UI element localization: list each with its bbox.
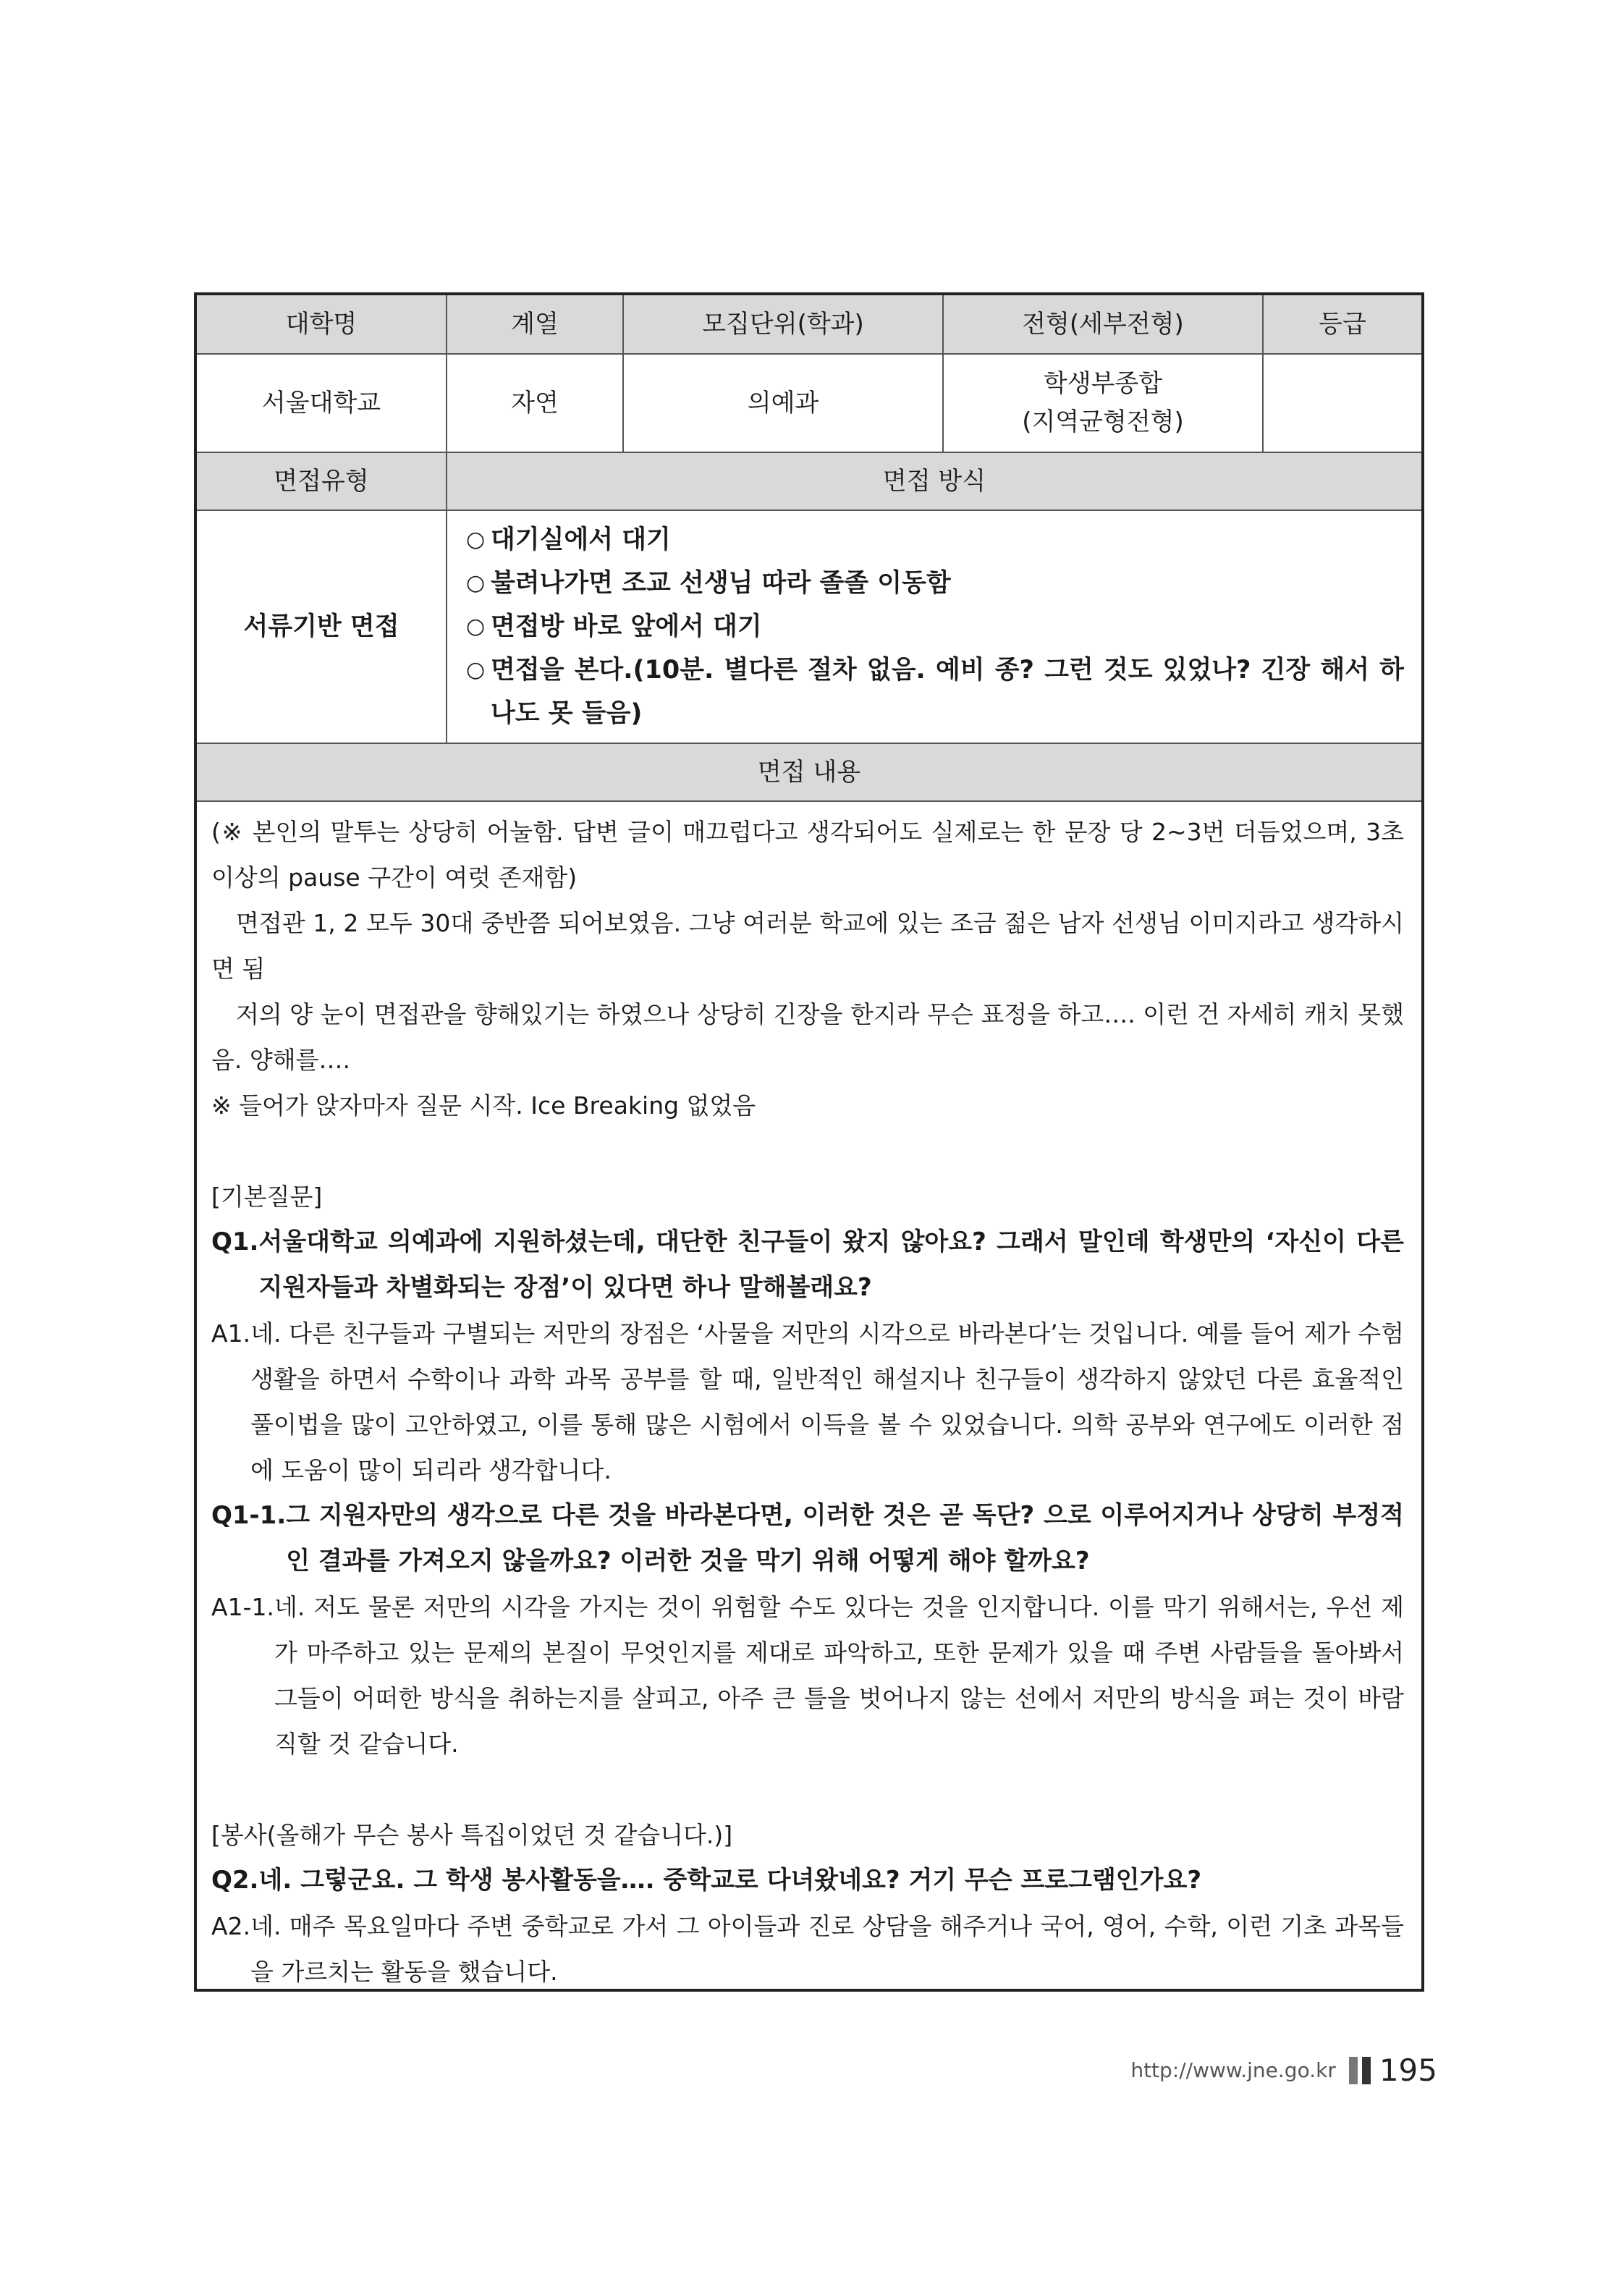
note-expression: 저의 양 눈이 면접관을 향해있기는 하였으나 상당히 긴장을 한지라 무슨 표정을 하고…. 이런 건 자세히 캐치 못했음. 양해를…. (211, 1000, 1404, 1074)
track-value: 자연 (447, 355, 624, 452)
question-1-1-text: 그 지원자만의 생각으로 다른 것을 바라본다면, 이러한 것은 곧 독단? 으로 이루어지거나 상당히 부정적인 결과를 가져오지 않을까요? 이러한 것을 막기 위해 어떻게 해야 할까요? (286, 1501, 1404, 1576)
footer-divider-icon (1362, 2057, 1371, 2084)
answer-2-label: A2. (211, 1912, 251, 1940)
question-1 (211, 1219, 1404, 1311)
interview-details-row (197, 511, 1421, 744)
col-admission-header: 전형(세부전형) (944, 295, 1264, 353)
question-1-text: 서울대학교 의예과에 지원하셨는데, 대단한 친구들이 왔지 않아요? 그래서 말인데 학생만의 ‘자신이 다른 지원자들과 차별화되는 장점’이 있다면 하나 말해볼래요? (258, 1227, 1404, 1302)
interview-method-list (447, 511, 1421, 743)
content-header-row (197, 744, 1421, 802)
method-item: ○ 면접을 본다.(10분. 별다른 절차 없음. 예비 종? 그런 것도 있었나? 긴장 해서 하나도 못 들음) (466, 648, 1404, 735)
question-1-1-label: Q1-1. (211, 1501, 287, 1530)
question-2-text: 네. 그렇군요. 그 학생 봉사활동을…. 중학교로 다녀왔네요? 거기 무슨 프로그램인가요? (258, 1866, 1202, 1895)
admission-line-1: 학생부종합 (1043, 369, 1163, 399)
note-icebreaking: ※ 들어가 앉자마자 질문 시작. Ice Breaking 없었음 (211, 1091, 756, 1120)
admission-value (944, 355, 1264, 452)
method-item: ○ 대기실에서 대기 (466, 518, 1404, 562)
question-1-label: Q1. (211, 1227, 259, 1256)
interview-type-value: 서류기반 면접 (197, 511, 447, 743)
table-info-row (197, 355, 1421, 453)
answer-1-1-text: 네. 저도 물론 저만의 시각을 가지는 것이 위험할 수도 있다는 것을 인지합니다. 이를 막기 위해서는, 우선 제가 마주하고 있는 문제의 본질이 무엇인지를 제대로 파악하고, 또한 문제가 있을 때 주변 사람들을 돌아봐서 그들이 어떠한 방식을 취하는지를 살피고, 아주 큰 틀을 벗어나지 않는 선에서 저만의 방식을 펴는 것이 바람직할 것 같습니다. (274, 1593, 1404, 1758)
interview-record-table (194, 292, 1424, 1992)
col-university-header: 대학명 (197, 295, 447, 353)
interview-type-header: 면접유형 (197, 453, 447, 510)
section-basic-questions: [기본질문] (211, 1183, 323, 1211)
answer-1-1 (211, 1584, 1404, 1767)
grade-value (1264, 355, 1421, 452)
interview-header-row (197, 453, 1421, 511)
col-unit-header: 모집단위(학과) (624, 295, 944, 353)
col-track-header: 계열 (447, 295, 624, 353)
note-speech: (※ 본인의 말투는 상당히 어눌함. 답변 글이 매끄럽다고 생각되어도 실제로는 한 문장 당 2~3번 더듬었으며, 3초 이상의 pause 구간이 여럿 존재함) (211, 818, 1404, 892)
answer-1-label: A1. (211, 1319, 251, 1348)
answer-1-text: 네. 다른 친구들과 구별되는 저만의 장점은 ‘사물을 저만의 시각으로 바라본다’는 것입니다. 예를 들어 제가 수험생활을 하면서 수학이나 과학 과목 공부를 할 때, 일반적인 해설지나 친구들이 생각하지 않았던 다른 효율적인 풀이법을 많이 고안하였고, 이를 통해 많은 시험에서 이득을 볼 수 있었습니다. 의학 공부와 연구에도 이러한 점에 도움이 많이 되리라 생각합니다. (250, 1319, 1404, 1484)
col-grade-header: 등급 (1319, 309, 1366, 339)
admission-line-2: (지역균형전형) (1022, 407, 1184, 436)
answer-1 (211, 1311, 1404, 1493)
method-item: ○ 불려나가면 조교 선생님 따라 졸졸 이동함 (466, 562, 1404, 605)
spacer (211, 1128, 1404, 1174)
answer-2-text: 네. 매주 목요일마다 주변 중학교로 가서 그 아이들과 진로 상담을 해주거나 국어, 영어, 수학, 이런 기초 과목들을 가르치는 활동을 했습니다. (250, 1912, 1404, 1986)
unit-value: 의예과 (624, 355, 944, 452)
answer-2 (211, 1903, 1404, 1995)
method-item: ○ 면접방 바로 앞에서 대기 (466, 605, 1404, 648)
page-number: 195 (1379, 2052, 1437, 2088)
note-interviewers: 면접관 1, 2 모두 30대 중반쯤 되어보였음. 그냥 여러분 학교에 있는 조금 젊은 남자 선생님 이미지라고 생각하시면 됨 (211, 909, 1404, 983)
content-header: 면접 내용 (757, 757, 861, 787)
table-header-row (197, 295, 1421, 355)
interview-method-header: 면접 방식 (882, 466, 986, 496)
question-2-label: Q2. (211, 1866, 259, 1895)
question-1-1 (211, 1493, 1404, 1584)
footer-url-link[interactable]: http://www.jne.go.kr (1130, 2058, 1336, 2082)
footer-divider-icon (1349, 2057, 1358, 2084)
answer-1-1-label: A1-1. (211, 1593, 274, 1621)
university-value: 서울대학교 (197, 355, 447, 452)
spacer (211, 1767, 1404, 1812)
interview-content (197, 802, 1421, 1989)
question-2 (211, 1858, 1404, 1903)
section-volunteer: [봉사(올해가 무슨 봉사 특집이었던 것 같습니다.)] (211, 1821, 733, 1849)
page-footer (1130, 2052, 1437, 2088)
